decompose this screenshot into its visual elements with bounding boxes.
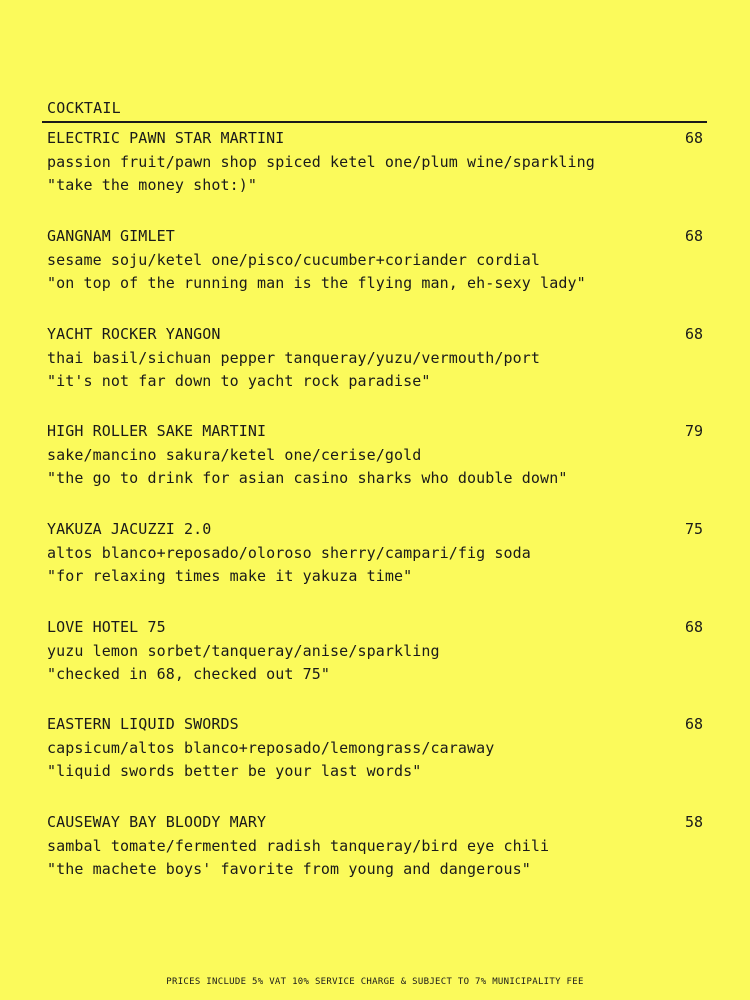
item-quote: "take the money shot:)" [47, 176, 258, 194]
menu-item-causeway-bay-bloody-mary [47, 813, 703, 885]
item-quote: "checked in 68, checked out 75" [47, 665, 331, 683]
item-name: EASTERN LIQUID SWORDS [47, 715, 239, 733]
item-ingredients: sambal tomate/fermented radish tanqueray/bird eye chili [47, 837, 550, 855]
item-ingredients: capsicum/altos blanco+reposado/lemongrass/caraway [47, 739, 495, 757]
item-price: 75 [684, 520, 703, 538]
item-quote: "it's not far down to yacht rock paradise" [47, 372, 431, 390]
menu-item-love-hotel-75 [47, 618, 703, 690]
section-divider [42, 121, 707, 123]
item-price: 58 [684, 813, 703, 831]
item-ingredients: altos blanco+reposado/oloroso sherry/campari/fig soda [47, 544, 531, 562]
item-ingredients: sake/mancino sakura/ketel one/cerise/gold [47, 446, 422, 464]
footer-note: PRICES INCLUDE 5% VAT 10% SERVICE CHARGE & SUBJECT TO 7% MUNICIPALITY FEE [166, 977, 584, 987]
item-quote: "the go to drink for asian casino sharks who double down" [47, 469, 568, 487]
item-price: 68 [684, 618, 703, 636]
item-ingredients: yuzu lemon sorbet/tanqueray/anise/sparkling [47, 642, 440, 660]
item-name: ELECTRIC PAWN STAR MARTINI [47, 129, 285, 147]
item-ingredients: thai basil/sichuan pepper tanqueray/yuzu/vermouth/port [47, 349, 541, 367]
item-quote: "liquid swords better be your last words" [47, 762, 422, 780]
item-price: 68 [684, 227, 703, 245]
item-quote: "on top of the running man is the flying man, eh-sexy lady" [47, 274, 586, 292]
item-name: HIGH ROLLER SAKE MARTINI [47, 422, 267, 440]
item-price: 68 [684, 129, 703, 147]
item-name: YACHT ROCKER YANGON [47, 325, 221, 343]
item-price: 68 [684, 715, 703, 733]
item-name: CAUSEWAY BAY BLOODY MARY [47, 813, 267, 831]
item-quote: "the machete boys' favorite from young and dangerous" [47, 860, 531, 878]
item-quote: "for relaxing times make it yakuza time" [47, 567, 413, 585]
menu-item-high-roller-sake-martini [47, 422, 703, 494]
item-name: LOVE HOTEL 75 [47, 618, 166, 636]
menu-item-yacht-rocker-yangon [47, 325, 703, 397]
menu-item-eastern-liquid-swords [47, 715, 703, 787]
item-price: 68 [684, 325, 703, 343]
menu-item-yakuza-jacuzzi [47, 520, 703, 592]
item-ingredients: passion fruit/pawn shop spiced ketel one/plum wine/sparkling [47, 153, 595, 171]
section-title: COCKTAIL [47, 99, 121, 117]
item-name: YAKUZA JACUZZI 2.0 [47, 520, 212, 538]
item-price: 79 [684, 422, 703, 440]
menu-item-gangnam-gimlet [47, 227, 703, 299]
item-name: GANGNAM GIMLET [47, 227, 175, 245]
item-ingredients: sesame soju/ketel one/pisco/cucumber+coriander cordial [47, 251, 541, 269]
menu-item-electric-pawn-star-martini [47, 129, 703, 201]
